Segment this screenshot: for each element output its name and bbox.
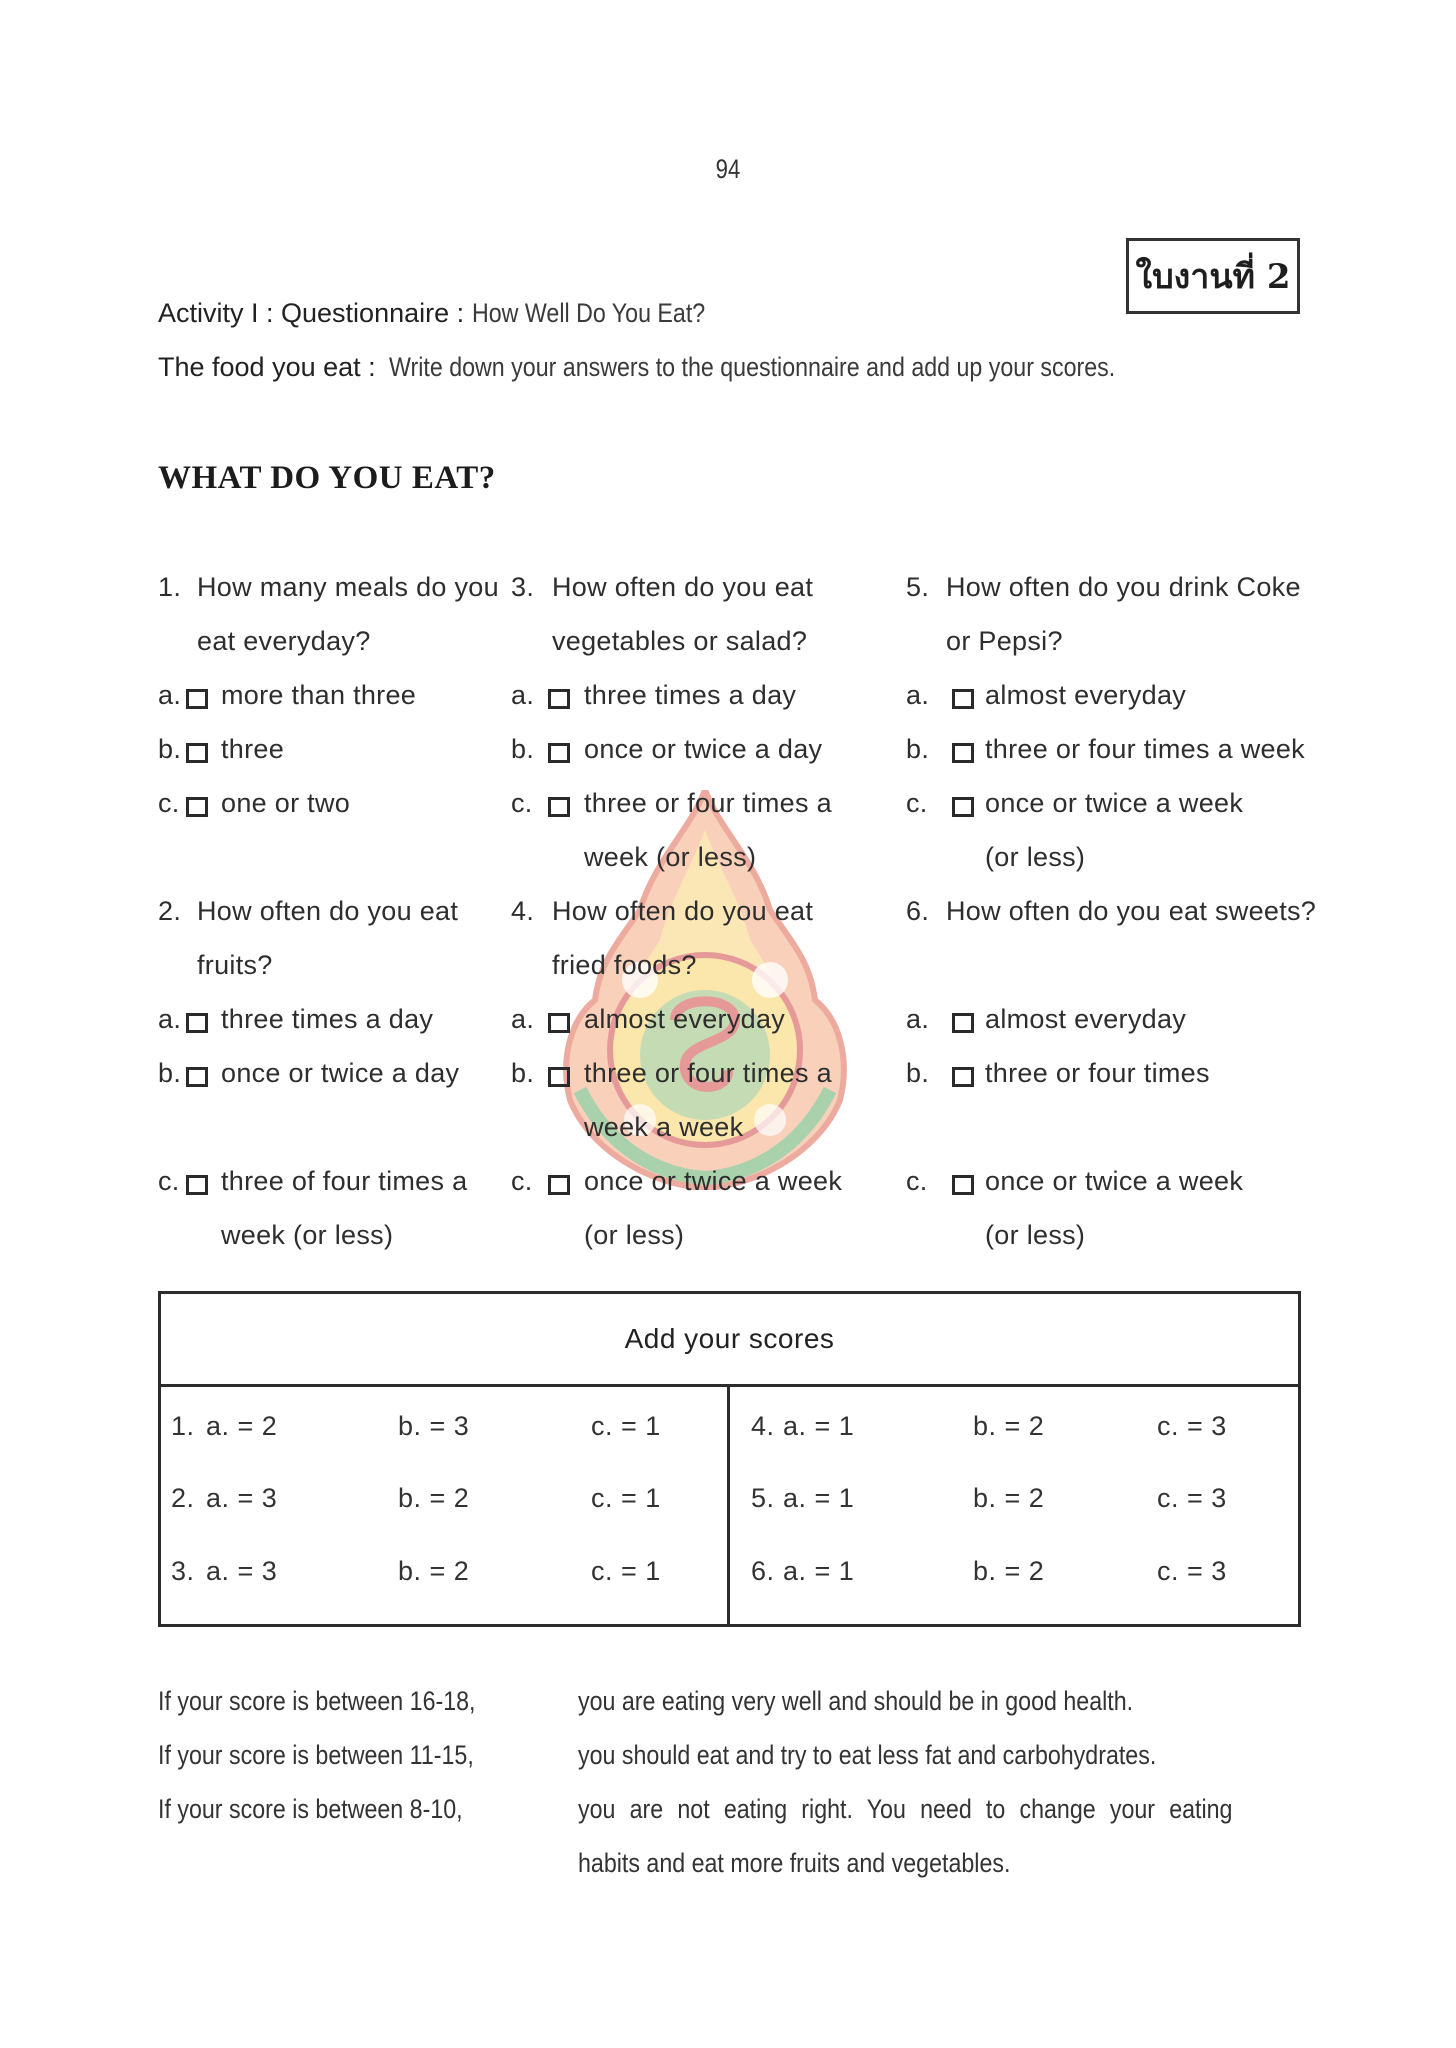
option-text: once or twice a week: [584, 1166, 843, 1196]
question-number: 3.: [511, 572, 535, 602]
option-text: more than three: [221, 680, 417, 710]
result-text: you are eating very well and should be in good health.: [578, 1686, 1134, 1716]
result-condition: If your score is between 8-10,: [158, 1794, 463, 1824]
option-text: almost everyday: [584, 1004, 786, 1034]
answer-checkbox[interactable]: [548, 1067, 570, 1087]
option-text: three or four times a week: [985, 734, 1305, 764]
result-text: habits and eat more fruits and vegetables.: [578, 1848, 1011, 1878]
instruction-line: [158, 352, 1234, 383]
result-text: you should eat and try to eat less fat and carbohydrates.: [578, 1740, 1157, 1770]
score-value-b: b. = 3: [398, 1411, 470, 1441]
option-text: week (or less): [221, 1220, 394, 1250]
score-question-number: 2.: [171, 1483, 195, 1513]
option-text: almost everyday: [985, 1004, 1187, 1034]
score-value-c: c. = 3: [1157, 1556, 1227, 1586]
option-letter: b.: [158, 734, 182, 764]
option-letter: b.: [511, 734, 535, 764]
question-text: eat everyday?: [197, 626, 371, 656]
option-letter: c.: [511, 1166, 533, 1196]
option-text: once or twice a day: [221, 1058, 460, 1088]
option-text: three of four times a: [221, 1166, 468, 1196]
score-question-number: 6.: [751, 1556, 775, 1586]
question-text: How many meals do you: [197, 572, 499, 602]
score-value-b: b. = 2: [398, 1556, 470, 1586]
answer-checkbox[interactable]: [952, 1175, 974, 1195]
option-text: once or twice a day: [584, 734, 823, 764]
answer-checkbox[interactable]: [186, 1175, 208, 1195]
answer-checkbox[interactable]: [548, 1013, 570, 1033]
question-number: 4.: [511, 896, 535, 926]
answer-checkbox[interactable]: [548, 797, 570, 817]
score-value-c: c. = 1: [591, 1483, 661, 1513]
score-value-a: a. = 2: [206, 1411, 278, 1441]
score-value-c: c. = 3: [1157, 1411, 1227, 1441]
option-letter: c.: [906, 1166, 928, 1196]
answer-checkbox[interactable]: [952, 743, 974, 763]
score-table-title: Add your scores: [161, 1294, 1298, 1387]
answer-checkbox[interactable]: [952, 1067, 974, 1087]
option-letter: b.: [158, 1058, 182, 1088]
result-text: you are not eating right. You need to change your eating: [578, 1794, 1233, 1824]
section-heading: WHAT DO YOU EAT?: [158, 460, 496, 496]
answer-checkbox[interactable]: [548, 689, 570, 709]
score-question-number: 1.: [171, 1411, 195, 1441]
option-text: (or less): [985, 1220, 1086, 1250]
option-text: three or four times: [985, 1058, 1210, 1088]
answer-checkbox[interactable]: [186, 1067, 208, 1087]
score-value-c: c. = 3: [1157, 1483, 1227, 1513]
score-question-number: 5.: [751, 1483, 775, 1513]
instruction-label: The food you eat :: [158, 352, 376, 382]
question-number: 1.: [158, 572, 182, 602]
option-letter: b.: [906, 1058, 930, 1088]
option-text: once or twice a week: [985, 1166, 1244, 1196]
score-value-b: b. = 2: [973, 1556, 1045, 1586]
score-value-c: c. = 1: [591, 1556, 661, 1586]
option-letter: b.: [906, 734, 930, 764]
question-text: How often do you eat sweets?: [946, 896, 1317, 926]
option-letter: a.: [511, 680, 535, 710]
page-number: 94: [715, 154, 741, 184]
question-text: How often do you eat: [552, 572, 814, 602]
option-text: week (or less): [584, 842, 757, 872]
score-value-a: a. = 1: [783, 1556, 855, 1586]
answer-checkbox[interactable]: [186, 797, 208, 817]
question-text: or Pepsi?: [946, 626, 1063, 656]
result-condition: If your score is between 16-18,: [158, 1686, 476, 1716]
option-letter: b.: [511, 1058, 535, 1088]
answer-checkbox[interactable]: [548, 1175, 570, 1195]
score-value-a: a. = 1: [783, 1411, 855, 1441]
option-letter: c.: [906, 788, 928, 818]
score-value-a: a. = 3: [206, 1556, 278, 1586]
option-text: three or four times a: [584, 788, 832, 818]
instruction-text: Write down your answers to the questionnaire and add up your scores.: [389, 352, 1116, 382]
score-table-divider: [727, 1384, 730, 1627]
score-value-b: b. = 2: [973, 1411, 1045, 1441]
activity-label: Activity I : Questionnaire :: [158, 298, 465, 328]
question-number: 5.: [906, 572, 930, 602]
question-text: How often do you eat: [197, 896, 459, 926]
answer-checkbox[interactable]: [952, 689, 974, 709]
score-value-c: c. = 1: [591, 1411, 661, 1441]
question-text: fried foods?: [552, 950, 697, 980]
answer-checkbox[interactable]: [548, 743, 570, 763]
option-letter: a.: [511, 1004, 535, 1034]
score-value-a: a. = 1: [783, 1483, 855, 1513]
option-text: (or less): [584, 1220, 685, 1250]
score-question-number: 3.: [171, 1556, 195, 1586]
option-letter: a.: [906, 1004, 930, 1034]
answer-checkbox[interactable]: [186, 689, 208, 709]
question-number: 2.: [158, 896, 182, 926]
question-text: fruits?: [197, 950, 273, 980]
option-text: almost everyday: [985, 680, 1187, 710]
option-text: three times a day: [584, 680, 797, 710]
score-value-a: a. = 3: [206, 1483, 278, 1513]
question-text: vegetables or salad?: [552, 626, 808, 656]
option-letter: c.: [158, 788, 180, 818]
activity-title: How Well Do You Eat?: [471, 298, 705, 328]
score-question-number: 4.: [751, 1411, 775, 1441]
score-table: [158, 1291, 1301, 1627]
answer-checkbox[interactable]: [186, 743, 208, 763]
option-letter: c.: [511, 788, 533, 818]
option-text: three or four times a: [584, 1058, 832, 1088]
answer-checkbox[interactable]: [186, 1013, 208, 1033]
option-letter: a.: [158, 1004, 182, 1034]
question-text: How often do you eat: [552, 896, 814, 926]
question-text: How often do you drink Coke: [946, 572, 1301, 602]
option-text: one or two: [221, 788, 351, 818]
option-letter: a.: [158, 680, 182, 710]
score-value-b: b. = 2: [973, 1483, 1045, 1513]
activity-line: [158, 298, 743, 329]
result-condition: If your score is between 11-15,: [158, 1740, 474, 1770]
answer-checkbox[interactable]: [952, 1013, 974, 1033]
score-value-b: b. = 2: [398, 1483, 470, 1513]
option-text: three: [221, 734, 285, 764]
worksheet-badge: ใบงานที่ 2: [1126, 238, 1300, 314]
option-text: three times a day: [221, 1004, 434, 1034]
option-text: week a week: [584, 1112, 744, 1142]
option-text: once or twice a week: [985, 788, 1244, 818]
answer-checkbox[interactable]: [952, 797, 974, 817]
option-text: (or less): [985, 842, 1086, 872]
question-number: 6.: [906, 896, 930, 926]
option-letter: c.: [158, 1166, 180, 1196]
option-letter: a.: [906, 680, 930, 710]
